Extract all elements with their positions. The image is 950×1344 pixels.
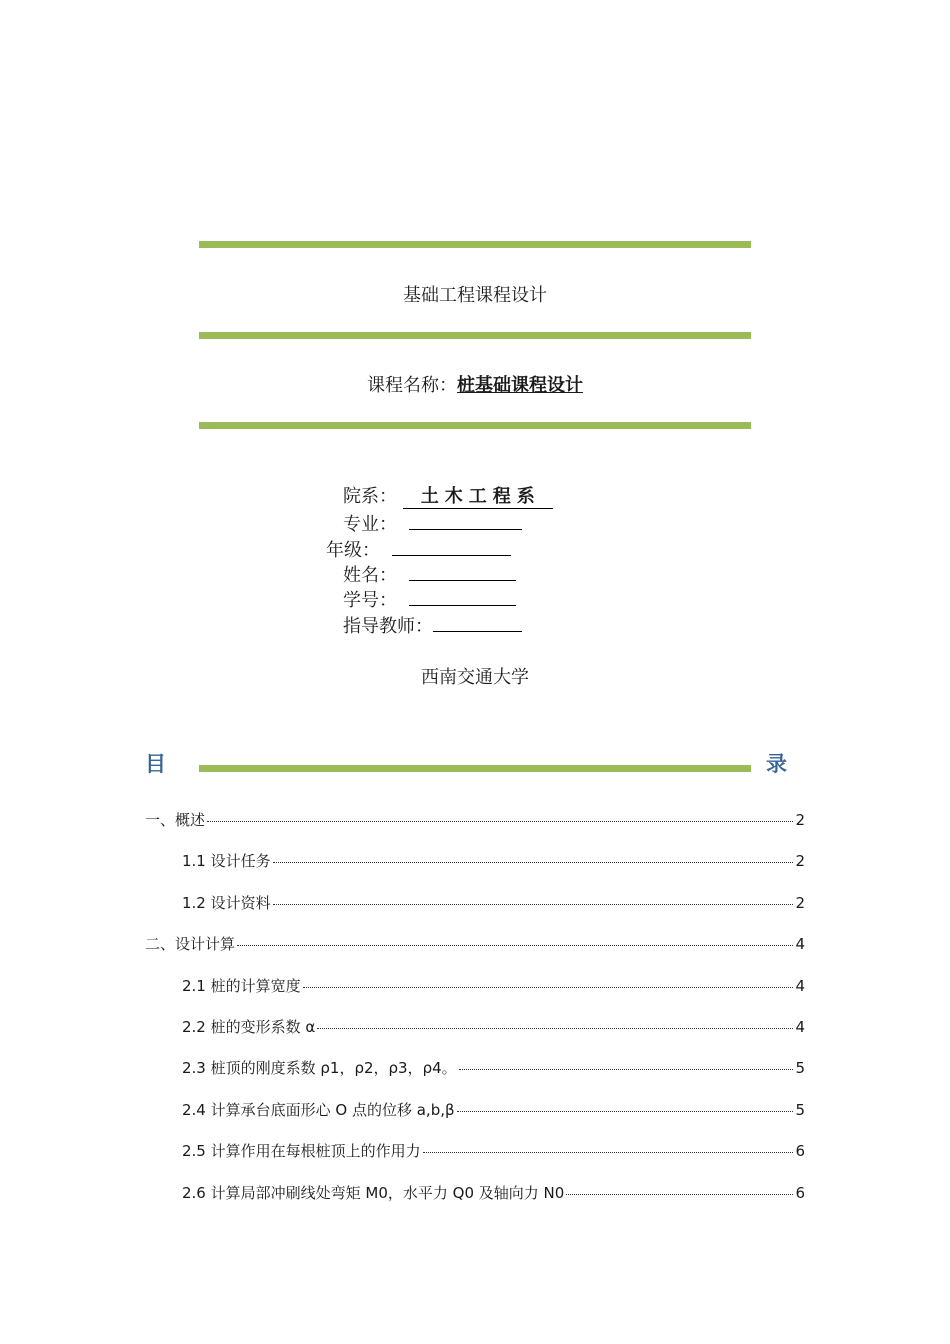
toc-entry-page: 4: [795, 1018, 805, 1036]
major-label: 专业：: [343, 514, 397, 535]
department-label: 院系：: [343, 486, 397, 507]
major-blank: [409, 511, 522, 530]
header-title: 基础工程课程设计: [403, 285, 547, 306]
toc-entry[interactable]: [182, 1100, 805, 1120]
toc-leader: [459, 1069, 794, 1070]
toc-leader: [273, 904, 794, 905]
university-name: 西南交通大学: [421, 667, 529, 688]
toc-entry-label: 2.1 桩的计算宽度: [182, 977, 301, 995]
grade-blank: [392, 537, 511, 556]
top-rule: [199, 241, 751, 248]
name-label: 姓名：: [343, 565, 397, 586]
toc-leader: [457, 1111, 794, 1112]
student-id-row: [343, 587, 516, 612]
toc-leader: [237, 945, 793, 946]
toc-entry-page: 2: [795, 852, 805, 870]
toc-entry[interactable]: [182, 893, 805, 913]
toc-entry-label: 2.4 计算承台底面形心 O 点的位移 a,b,β: [182, 1101, 455, 1119]
student-id-label: 学号：: [343, 590, 397, 611]
toc-entry-page: 2: [795, 811, 805, 829]
toc-entry-label: 一、概述: [145, 811, 206, 829]
middle-rule: [199, 332, 751, 339]
department-value: 土木工程系: [403, 486, 553, 509]
department-row: [343, 486, 553, 509]
toc-leader: [303, 987, 794, 988]
toc-entry[interactable]: [182, 976, 805, 996]
toc-title-right: 录: [766, 752, 787, 776]
toc-entry-page: 6: [795, 1142, 805, 1160]
toc-leader: [273, 862, 794, 863]
toc-rule: [199, 765, 751, 772]
toc-entry-page: 5: [795, 1059, 805, 1077]
advisor-blank: [433, 613, 522, 632]
toc-entry-label: 2.2 桩的变形系数 α: [182, 1018, 316, 1036]
grade-row: [326, 537, 511, 562]
lower-rule: [199, 422, 751, 429]
grade-label: 年级：: [326, 540, 380, 561]
toc-entry[interactable]: [182, 851, 805, 871]
toc-entry-label: 2.3 桩顶的刚度系数 ρ1，ρ2，ρ3，ρ4。: [182, 1059, 457, 1077]
toc-entry-label: 二、设计计算: [145, 935, 236, 953]
student-id-blank: [409, 587, 516, 606]
toc-entry-page: 2: [795, 894, 805, 912]
toc-entry[interactable]: [182, 1141, 805, 1161]
toc-entry[interactable]: [182, 1183, 805, 1203]
course-name-label: 课程名称：: [367, 375, 457, 396]
toc-entry-page: 4: [795, 935, 805, 953]
course-name-value: 桩基础课程设计: [457, 375, 583, 396]
name-blank: [409, 562, 516, 581]
name-row: [343, 562, 516, 587]
toc-entry[interactable]: [145, 934, 805, 954]
advisor-label: 指导教师：: [343, 616, 433, 637]
toc-leader: [207, 821, 793, 822]
toc-entry-label: 1.2 设计资料: [182, 894, 271, 912]
toc-leader: [423, 1152, 794, 1153]
course-name: [0, 371, 950, 397]
toc-entry-page: 6: [795, 1184, 805, 1202]
toc-entry-label: 2.5 计算作用在每根桩顶上的作用力: [182, 1142, 421, 1160]
toc-entry-page: 5: [795, 1101, 805, 1119]
major-row: [343, 511, 522, 536]
toc-entry[interactable]: [182, 1017, 805, 1037]
toc-entry-label: 1.1 设计任务: [182, 852, 271, 870]
toc-entry-label: 2.6 计算局部冲刷线处弯矩 M0，水平力 Q0 及轴向力 N0: [182, 1184, 565, 1202]
toc-title-left: 目: [145, 752, 166, 776]
toc-entry[interactable]: [182, 1058, 805, 1078]
advisor-row: [343, 613, 522, 638]
toc-leader: [317, 1028, 793, 1029]
toc-entry-page: 4: [795, 977, 805, 995]
toc-leader: [566, 1194, 793, 1195]
toc-entry[interactable]: [145, 810, 805, 830]
